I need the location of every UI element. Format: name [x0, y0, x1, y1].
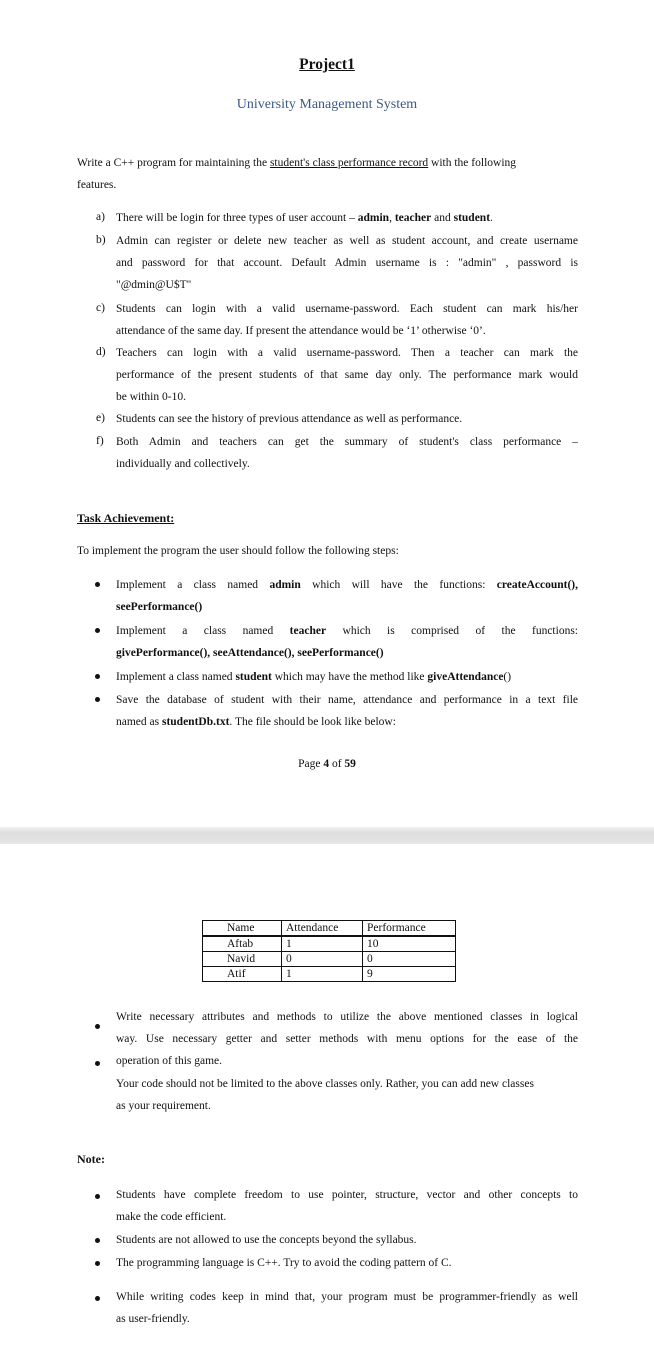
note-line: Students are not allowed to use the concepts beyond the syllabus. — [116, 1234, 417, 1246]
task-step — [116, 574, 578, 618]
task-step — [116, 1006, 578, 1072]
feature-item — [116, 298, 578, 342]
task-step — [116, 620, 578, 664]
feature-line: individually and collectively. — [116, 458, 250, 470]
page-title: Project1 — [299, 56, 355, 73]
table-cell: 10 — [363, 936, 456, 952]
table-cell: Aftab — [203, 936, 282, 952]
page-separator — [0, 827, 654, 844]
task-step-line: givePerformance(), seeAttendance(), seePerformance() — [116, 647, 384, 659]
feature-item — [116, 230, 578, 296]
table-cell: Navid — [203, 952, 282, 967]
feature-marker: e) — [96, 412, 105, 424]
table-header-row — [203, 921, 456, 937]
task-step-line: Implement a class named student which may have the method like giveAttendance() — [116, 671, 512, 683]
feature-item — [116, 431, 578, 475]
feature-line: Students can see the history of previous attendance as well as performance. — [116, 413, 463, 425]
note-heading: Note: — [77, 1152, 105, 1166]
table-header-cell: Name — [203, 921, 282, 937]
page-subtitle: University Management System — [236, 97, 418, 112]
bullet-icon — [95, 1296, 100, 1301]
feature-marker: d) — [96, 346, 106, 358]
note-line: as user-friendly. — [116, 1313, 190, 1325]
feature-item — [116, 207, 578, 229]
task-step-line: seePerformance() — [116, 601, 203, 613]
feature-line: Both Admin and teachers can get the summary of student's class performance – — [116, 436, 578, 448]
bullet-icon — [95, 628, 100, 633]
feature-line: There will be login for three types of user account – admin, teacher and student. — [116, 212, 493, 224]
table-row — [203, 952, 456, 967]
note-line: Students have complete freedom to use pointer, structure, vector and other concepts to — [116, 1189, 578, 1201]
task-step-line: Your code should not be limited to the above classes only. Rather, you can add new classes — [116, 1078, 534, 1090]
note-item — [116, 1252, 578, 1274]
feature-line: and password for that account. Default Admin username is : "admin" , password is — [116, 257, 578, 269]
table-cell: 0 — [282, 952, 363, 967]
note-item — [116, 1229, 578, 1251]
intro-link-text: student's class performance record — [269, 157, 429, 169]
task-step-line: way. Use necessary getter and setter methods with menu options for the ease of the — [116, 1033, 578, 1045]
feature-marker: f) — [96, 435, 104, 447]
feature-line: Admin can register or delete new teacher as well as student account, and create username — [116, 235, 578, 247]
note-line: make the code efficient. — [116, 1211, 227, 1223]
task-step — [116, 689, 578, 733]
note-line: While writing codes keep in mind that, your program must be programmer-friendly as well — [116, 1291, 578, 1303]
table-row — [203, 936, 456, 952]
task-step — [116, 666, 578, 688]
task-step-line: Implement a class named admin which will have the functions: createAccount(), — [116, 579, 578, 591]
task-step — [116, 1073, 578, 1117]
feature-line: attendance of the same day. If present the attendance would be ‘1’ otherwise ‘0’. — [116, 325, 486, 337]
task-step-line: Implement a class named teacher which is comprised of the functions: — [116, 625, 578, 637]
task-intro: To implement the program the user should follow the following steps: — [77, 545, 399, 557]
feature-marker: b) — [96, 234, 106, 246]
feature-line: "@dmin@U$T" — [116, 279, 192, 291]
bullet-icon — [95, 1061, 100, 1066]
student-db-table — [202, 920, 456, 982]
table-cell: 1 — [282, 967, 363, 982]
bullet-icon — [95, 674, 100, 679]
table-cell: 9 — [363, 967, 456, 982]
table-row — [203, 967, 456, 982]
intro-line-2: features. — [77, 179, 117, 191]
table-cell: 1 — [282, 936, 363, 952]
table-header-cell: Performance — [363, 921, 456, 937]
table-cell: 0 — [363, 952, 456, 967]
note-line: The programming language is C++. Try to avoid the coding pattern of C. — [116, 1257, 452, 1269]
task-step-line: as your requirement. — [116, 1100, 211, 1112]
task-step-line: named as studentDb.txt. The file should be look like below: — [116, 716, 396, 728]
bullet-icon — [95, 582, 100, 587]
bullet-icon — [95, 1261, 100, 1266]
feature-line: be within 0-10. — [116, 391, 186, 403]
feature-line: Teachers can login with a valid username-password. Then a teacher can mark the — [116, 347, 578, 359]
note-item — [116, 1286, 578, 1330]
feature-marker: c) — [96, 302, 105, 314]
intro-paragraph — [77, 152, 577, 196]
task-step-line: Write necessary attributes and methods to utilize the above mentioned classes in logical — [116, 1011, 578, 1023]
table-cell: Atif — [203, 967, 282, 982]
task-step-line: Save the database of student with their name, attendance and performance in a text file — [116, 694, 578, 706]
feature-item — [116, 342, 578, 408]
bullet-icon — [95, 1194, 100, 1199]
bullet-icon — [95, 1238, 100, 1243]
table-header-cell: Attendance — [282, 921, 363, 937]
page-number: Page 4 of 59 — [298, 758, 356, 770]
intro-line-1: Write a C++ program for maintaining the student's class performance record with the following — [77, 157, 517, 169]
bullet-icon — [95, 697, 100, 702]
feature-line: Students can login with a valid username-password. Each student can mark his/her — [116, 303, 578, 315]
feature-item — [116, 408, 578, 430]
note-item — [116, 1184, 578, 1228]
feature-line: performance of the present students of that same day only. The performance mark would — [116, 369, 578, 381]
task-heading: Task Achievement: — [77, 511, 175, 525]
bullet-icon — [95, 1024, 100, 1029]
feature-marker: a) — [96, 211, 105, 223]
task-step-line: operation of this game. — [116, 1055, 223, 1067]
